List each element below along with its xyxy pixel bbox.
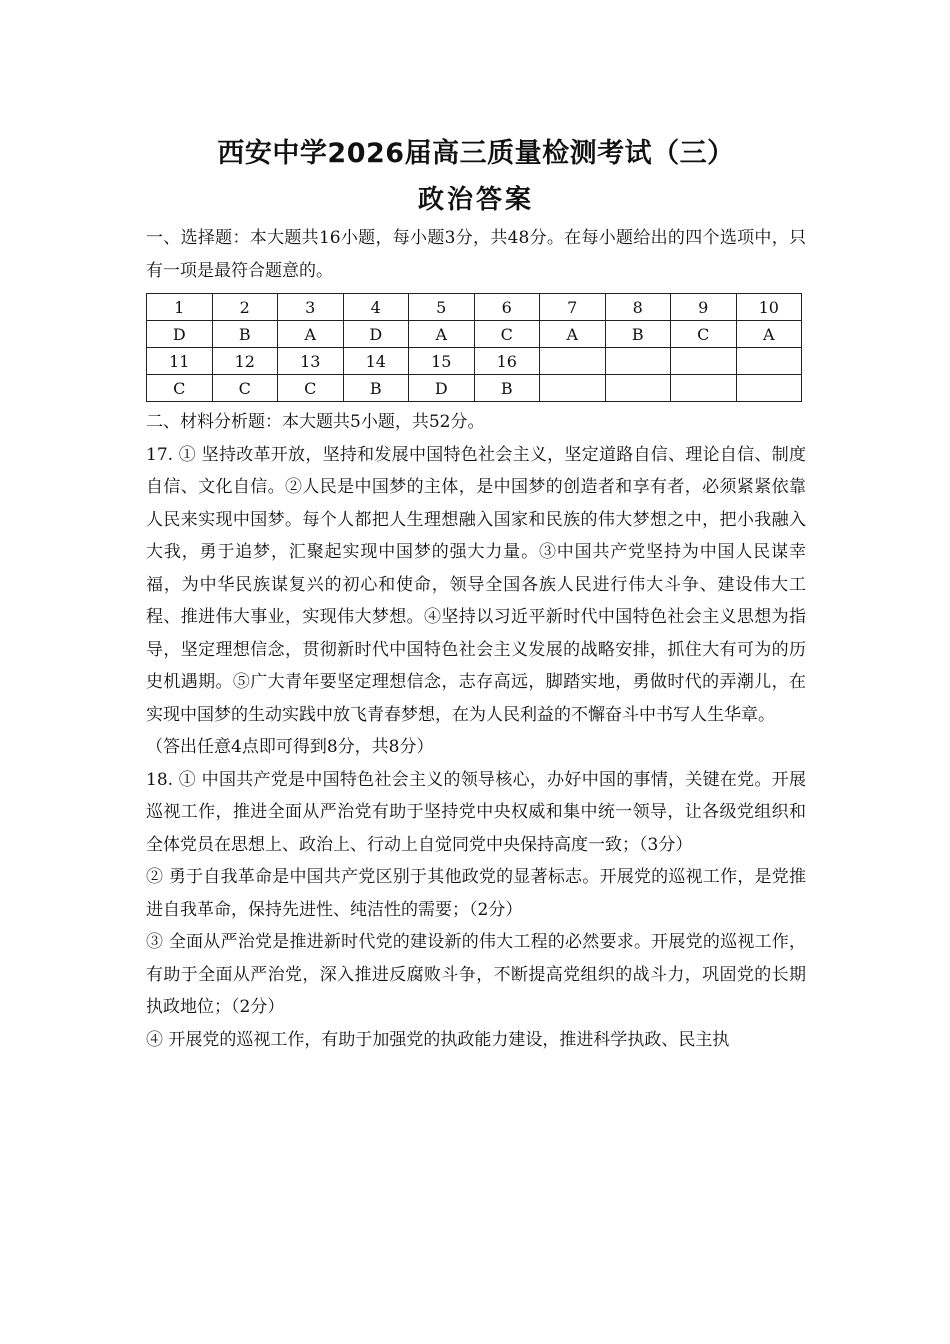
answer-letter-cell: C: [671, 321, 737, 348]
question-number-cell: 11: [147, 348, 213, 375]
answer-letter-row: [147, 375, 802, 402]
question-number-cell: [605, 348, 671, 375]
section2-heading: 二、材料分析题：本大题共5小题，共52分。: [146, 412, 485, 432]
document-subtitle: 政治答案: [417, 185, 534, 215]
question-number-cell: [671, 348, 737, 375]
answer-letter-cell: C: [212, 375, 278, 402]
question-number-cell: [540, 348, 606, 375]
answer-letter-row: [147, 321, 802, 348]
question-number-cell: 2: [212, 294, 278, 321]
question-number-cell: 9: [671, 294, 737, 321]
answer-letter-cell: B: [343, 375, 409, 402]
answer-letter-cell: D: [343, 321, 409, 348]
answer-letter-cell: D: [409, 375, 475, 402]
answer-letter-cell: C: [278, 375, 344, 402]
answer-letter-cell: [671, 375, 737, 402]
answer-letter-cell: B: [212, 321, 278, 348]
question-number-cell: 8: [605, 294, 671, 321]
q18-point-2: ② 勇于自我革命是中国共产党区别于其他政党的显著标志。开展党的巡视工作，是党推进自我革命，保持先进性、纯洁性的需要；（2分）: [146, 867, 806, 920]
q18-point-3: ③ 全面从严治党是推进新时代党的建设新的伟大工程的必然要求。开展党的巡视工作，有助于全面从严治党，深入推进反腐败斗争，不断提高党组织的战斗力，巩固党的长期执政地位；（2分）: [146, 932, 806, 1017]
q17-scoring-note: （答出任意4点即可得到8分，共8分）: [146, 737, 434, 757]
question-number-cell: [736, 348, 802, 375]
question-number-cell: 3: [278, 294, 344, 321]
question-number-cell: 10: [736, 294, 802, 321]
answer-letter-cell: C: [147, 375, 213, 402]
answer-letter-cell: [736, 375, 802, 402]
question-number-cell: 13: [278, 348, 344, 375]
question-number-cell: 15: [409, 348, 475, 375]
q18-point-1: 18. ① 中国共产党是中国特色社会主义的领导核心，办好中国的事情，关键在党。开展巡视工作，推进全面从严治党有助于坚持党中央权威和集中统一领导，让各级党组织和全体党员在思想上、政治上、行动上自觉同党中央保持高度一致；（3分）: [146, 769, 806, 855]
question-number-cell: 4: [343, 294, 409, 321]
answer-letter-cell: [605, 375, 671, 402]
answer-letter-cell: [540, 375, 606, 402]
answer-letter-cell: C: [474, 321, 540, 348]
answer-letter-cell: A: [540, 321, 606, 348]
question-number-cell: 7: [540, 294, 606, 321]
q18-point-4: ④ 开展党的巡视工作，有助于加强党的执政能力建设，推进科学执政、民主执: [146, 1029, 730, 1050]
document-title: 西安中学2026届高三质量检测考试（三）: [217, 138, 735, 169]
answer-letter-cell: B: [474, 375, 540, 402]
question-number-row: [147, 294, 802, 321]
answer-letter-cell: A: [736, 321, 802, 348]
answer-letter-cell: B: [605, 321, 671, 348]
section1-heading: 一、选择题：本大题共16小题，每小题3分，共48分。在每小题给出的四个选项中，只有一项是最符合题意的。: [146, 228, 806, 281]
question-number-cell: 16: [474, 348, 540, 375]
question-number-cell: 14: [343, 348, 409, 375]
answer-letter-cell: D: [147, 321, 213, 348]
answer-table: [146, 293, 802, 402]
question-number-row: [147, 348, 802, 375]
answer-letter-cell: A: [278, 321, 344, 348]
question-number-cell: 1: [147, 294, 213, 321]
question-number-cell: 5: [409, 294, 475, 321]
answer-document: [146, 128, 806, 1056]
answer-letter-cell: A: [409, 321, 475, 348]
question-number-cell: 12: [212, 348, 278, 375]
question-number-cell: 6: [474, 294, 540, 321]
q17-answer: 17. ① 坚持改革开放，坚持和发展中国特色社会主义，坚定道路自信、理论自信、制度自信、文化自信。②人民是中国梦的主体，是中国梦的创造者和享有者，必须紧紧依靠人民来实现中国梦。每个人都把人生理想融入国家和民族的伟大梦想之中，把小我融入大我，勇于追梦，汇聚起实现中国梦的强大力量。③中国共产党坚持为中国人民谋幸福，为中华民族谋复兴的初心和使命，领导全国各族人民进行伟大斗争、建设伟大工程、推进伟大事业，实现伟大梦想。④坚持以习近平新时代中国特色社会主义思想为指导，坚定理想信念，贯彻新时代中国特色社会主义发展的战略安排，抓住大有可为的历史机遇期。⑤广大青年要坚定理想信念，志存高远，脚踏实地，勇做时代的弄潮儿，在实现中国梦的生动实践中放飞青春梦想，在为人民利益的不懈奋斗中书写人生华章。: [146, 444, 806, 725]
